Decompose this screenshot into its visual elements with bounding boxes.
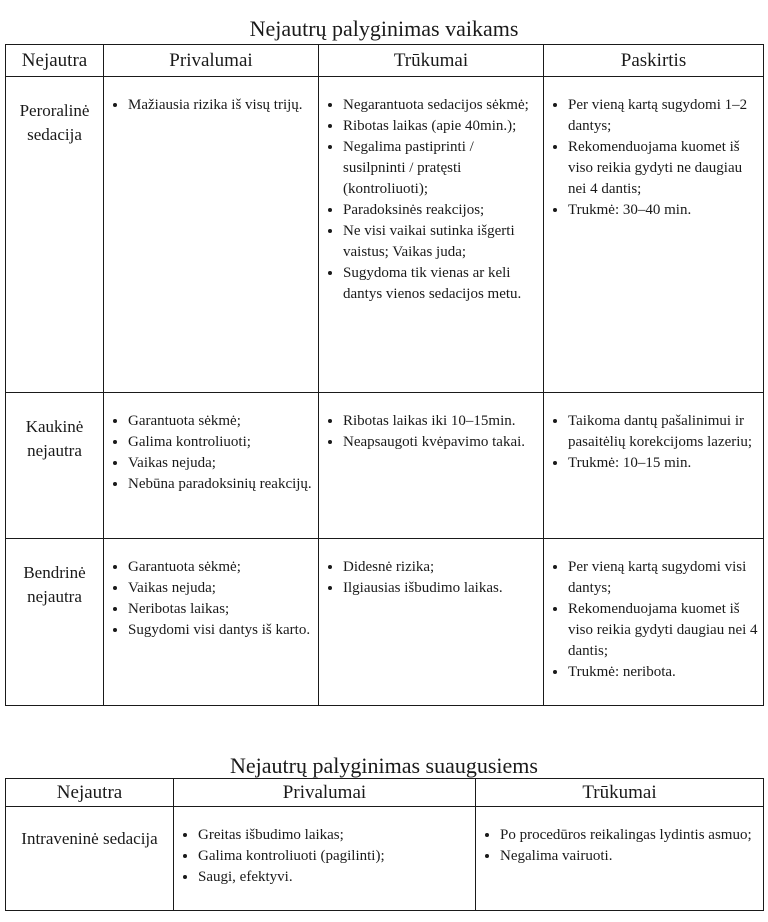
row-name: Kaukinė nejautra	[6, 393, 104, 539]
list-item: • Negalima vairuoti.	[500, 846, 759, 867]
list-item: • Negarantuota sedacijos sėkmė;	[343, 95, 539, 116]
header-privalumai: Privalumai	[174, 779, 476, 807]
list-item: • Ribotas laikas iki 10–15min.	[343, 411, 539, 432]
header-row	[6, 779, 764, 807]
list-item: • Galima kontroliuoti (pagilinti);	[198, 846, 471, 867]
list-item: • Sugydoma tik vienas ar keli dantys vienos sedacijos metu.	[343, 263, 539, 305]
trukumai-cell	[319, 77, 544, 393]
header-trukumai: Trūkumai	[319, 45, 544, 77]
privalumai-cell	[174, 807, 476, 911]
list-item: • Rekomenduojama kuomet iš viso reikia gydyti ne daugiau nei 4 dantis;	[568, 137, 759, 200]
header-nejautra: Nejautra	[6, 779, 174, 807]
list-item: • Mažiausia rizika iš visų trijų.	[128, 95, 314, 116]
list-item: • Po procedūros reikalingas lydintis asmuo;	[500, 825, 759, 846]
list-item: • Trukmė: 10–15 min.	[568, 453, 759, 474]
table-row	[6, 807, 764, 911]
bullet-list	[319, 95, 543, 305]
adults-comparison-table	[5, 778, 764, 911]
bullet-list	[544, 557, 763, 683]
table2-title: Nejautrų palyginimas suaugusiems	[230, 753, 538, 778]
paskirtis-cell	[544, 393, 764, 539]
list-item: • Per vieną kartą sugydomi 1–2 dantys;	[568, 95, 759, 137]
row-name: Intraveninė sedacija	[6, 807, 174, 911]
bullet-list	[104, 557, 318, 641]
list-item: • Vaikas nejuda;	[128, 578, 314, 599]
table-row	[6, 539, 764, 706]
list-item: • Nebūna paradoksinių reakcijų.	[128, 474, 314, 495]
trukumai-cell	[319, 393, 544, 539]
bullet-list	[544, 95, 763, 221]
bullet-list	[319, 411, 543, 453]
row-name: Peroralinė sedacija	[6, 77, 104, 393]
list-item: • Ne visi vaikai sutinka išgerti vaistus; Vaikas juda;	[343, 221, 539, 263]
bullet-list	[104, 95, 318, 116]
list-item: • Neribotas laikas;	[128, 599, 314, 620]
header-privalumai: Privalumai	[104, 45, 319, 77]
list-item: • Ribotas laikas (apie 40min.);	[343, 116, 539, 137]
privalumai-cell	[104, 77, 319, 393]
paskirtis-cell	[544, 539, 764, 706]
list-item: • Per vieną kartą sugydomi visi dantys;	[568, 557, 759, 599]
bullet-list	[476, 825, 763, 867]
table-row	[6, 393, 764, 539]
header-nejautra: Nejautra	[6, 45, 104, 77]
list-item: • Greitas išbudimo laikas;	[198, 825, 471, 846]
list-item: • Didesnė rizika;	[343, 557, 539, 578]
bullet-list	[544, 411, 763, 474]
table1-title: Nejautrų palyginimas vaikams	[249, 16, 519, 41]
trukumai-cell	[476, 807, 764, 911]
list-item: • Taikoma dantų pašalinimui ir pasaitėlių korekcijoms lazeriu;	[568, 411, 759, 453]
privalumai-cell	[104, 539, 319, 706]
list-item: • Garantuota sėkmė;	[128, 557, 314, 578]
header-paskirtis: Paskirtis	[544, 45, 764, 77]
list-item: • Vaikas nejuda;	[128, 453, 314, 474]
bullet-list	[104, 411, 318, 495]
list-item: • Paradoksinės reakcijos;	[343, 200, 539, 221]
trukumai-cell	[319, 539, 544, 706]
children-comparison-table	[5, 44, 764, 706]
list-item: • Trukmė: 30–40 min.	[568, 200, 759, 221]
table-row	[6, 77, 764, 393]
list-item: • Saugi, efektyvi.	[198, 867, 471, 888]
bullet-list	[319, 557, 543, 599]
list-item: • Galima kontroliuoti;	[128, 432, 314, 453]
list-item: • Trukmė: neribota.	[568, 662, 759, 683]
list-item: • Sugydomi visi dantys iš karto.	[128, 620, 314, 641]
list-item: • Negalima pastiprinti / susilpninti / pratęsti (kontroliuoti);	[343, 137, 539, 200]
privalumai-cell	[104, 393, 319, 539]
bullet-list	[174, 825, 475, 888]
header-trukumai: Trūkumai	[476, 779, 764, 807]
paskirtis-cell	[544, 77, 764, 393]
list-item: • Neapsaugoti kvėpavimo takai.	[343, 432, 539, 453]
list-item: • Rekomenduojama kuomet iš viso reikia gydyti daugiau nei 4 dantis;	[568, 599, 759, 662]
header-row	[6, 45, 764, 77]
row-name: Bendrinė nejautra	[6, 539, 104, 706]
list-item: • Ilgiausias išbudimo laikas.	[343, 578, 539, 599]
list-item: • Garantuota sėkmė;	[128, 411, 314, 432]
